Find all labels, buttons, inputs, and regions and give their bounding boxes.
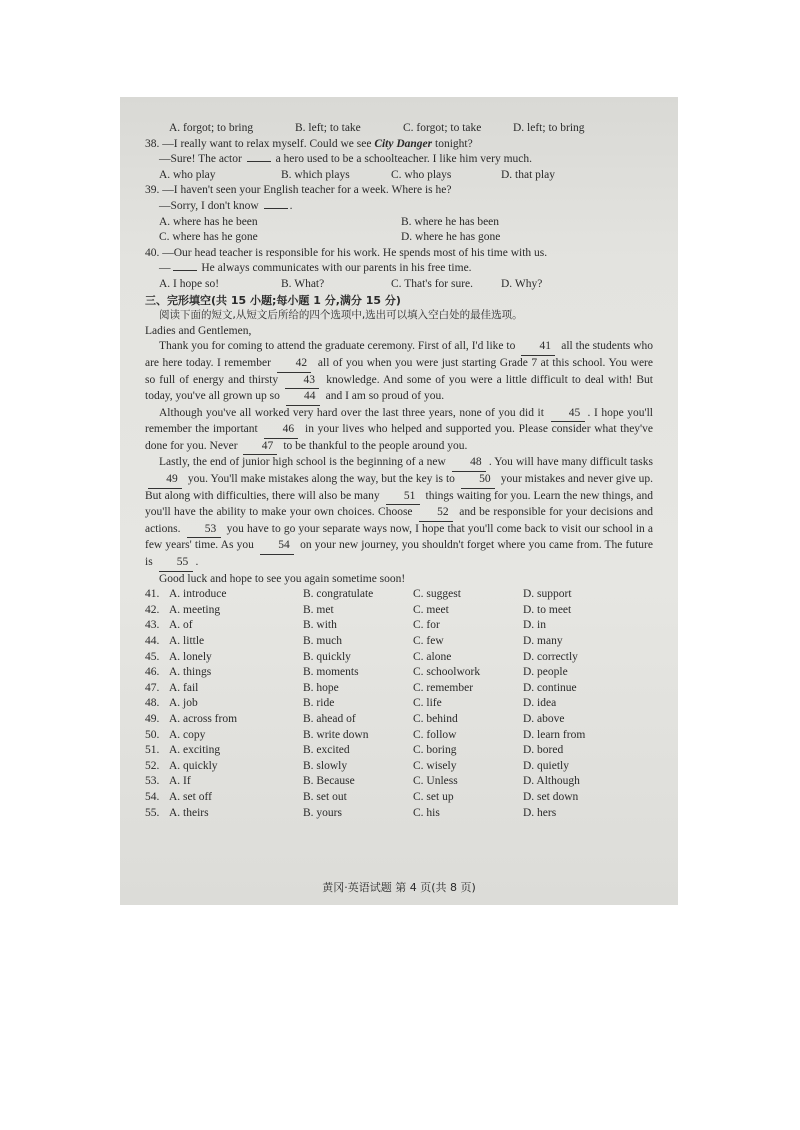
question-number: 44.: [145, 635, 160, 647]
option-c: C. suggest: [413, 588, 461, 601]
blank-50: 50: [461, 472, 495, 489]
option-c: C. remember: [413, 681, 474, 694]
option-d: D. Although: [523, 775, 580, 788]
q39-blank: [264, 208, 288, 209]
question-number: 45.: [145, 650, 160, 663]
q39-option-c: C. where has he gone: [159, 231, 258, 244]
option-b: B. Because: [303, 775, 355, 788]
q38-text-post: tonight?: [432, 137, 473, 150]
q38-option-b: B. which plays: [281, 168, 350, 181]
q39-option-a: A. where has he been: [159, 215, 258, 228]
option-b: B. excited: [303, 744, 350, 757]
blank-44: 44: [286, 389, 320, 406]
option-d: D. quietly: [523, 759, 569, 772]
q37-option-a: A. forgot; to bring: [169, 122, 254, 134]
option-d: D. idea: [523, 697, 557, 710]
q40-option-c: C. That's for sure.: [391, 277, 474, 290]
q38-option-c: C. who plays: [391, 168, 452, 181]
q40-option-b: B. What?: [281, 277, 325, 290]
q39-options-ab: [145, 215, 653, 231]
q40-line2: [145, 261, 653, 277]
option-d: D. above: [523, 712, 565, 725]
question-number: 55.: [145, 806, 160, 819]
option-b: B. quickly: [303, 650, 351, 663]
option-a: A. across from: [169, 712, 238, 725]
blank-41: 41: [521, 339, 555, 356]
option-a: A. set off: [169, 790, 212, 803]
blank-47: 47: [243, 439, 277, 456]
blank-51: 51: [386, 489, 420, 506]
cloze-option-row: [145, 618, 653, 634]
passage-closing: Good luck and hope to see you again sometime soon!: [159, 572, 406, 585]
cloze-option-row: [145, 728, 653, 744]
q38-movie-title: City Danger: [374, 137, 433, 150]
option-c: C. meet: [413, 603, 449, 616]
q38-number: 38.: [145, 137, 160, 150]
option-c: C. life: [413, 697, 442, 710]
blank-43: 43: [285, 373, 319, 390]
q39-option-b: B. where he has been: [401, 215, 500, 228]
question-number: 54.: [145, 790, 160, 803]
blank-53: 53: [187, 522, 221, 539]
option-a: A. If: [169, 775, 191, 788]
option-d: D. correctly: [523, 650, 578, 663]
cloze-option-row: [145, 665, 653, 681]
option-a: A. introduce: [169, 588, 227, 601]
option-d: D. hers: [523, 806, 557, 819]
question-number: 50.: [145, 728, 160, 741]
q39-option-d: D. where he has gone: [401, 231, 501, 244]
option-c: C. boring: [413, 744, 457, 757]
option-b: B. ahead of: [303, 712, 356, 725]
q38-line2-post: a hero used to be a schoolteacher. I like him very much.: [272, 153, 533, 166]
option-b: B. set out: [303, 790, 347, 803]
q40-line1: 40. —Our head teacher is responsible for his work. He spends most of his time with us.: [145, 246, 548, 259]
blank-54: 54: [260, 538, 294, 555]
q40-line2-post: He always communicates with our parents in his free time.: [198, 262, 472, 275]
q37-option-d: D. left; to bring: [513, 122, 585, 134]
q40-blank: [173, 270, 197, 271]
option-a: A. little: [169, 635, 205, 647]
q37-option-b: B. left; to take: [295, 122, 361, 134]
option-c: C. set up: [413, 790, 454, 803]
option-b: B. moments: [303, 666, 359, 679]
question-number: 53.: [145, 775, 160, 788]
question-number: 47.: [145, 681, 160, 694]
q38-options: [145, 168, 653, 184]
blank-45: 45: [551, 406, 585, 423]
blank-49: 49: [148, 472, 182, 489]
question-number: 42.: [145, 603, 160, 616]
q38-line2: [145, 152, 653, 168]
q38-line1: [145, 137, 653, 153]
cloze-option-row: [145, 650, 653, 666]
option-c: C. follow: [413, 728, 457, 741]
option-c: C. schoolwork: [413, 666, 481, 679]
option-c: C. for: [413, 619, 440, 632]
q38-blank: [247, 161, 271, 162]
cloze-option-row: [145, 587, 653, 603]
option-a: A. fail: [169, 681, 199, 694]
option-c: C. few: [413, 635, 444, 647]
blank-52: 52: [419, 505, 453, 522]
q39-line1: 39. —I haven't seen your English teacher for a week. Where is he?: [145, 184, 452, 197]
photographed-exam-page: [120, 97, 678, 905]
q37-option-c: C. forgot; to take: [403, 122, 482, 134]
option-c: C. Unless: [413, 775, 458, 788]
option-a: A. of: [169, 619, 193, 632]
option-b: B. hope: [303, 681, 339, 694]
option-d: D. set down: [523, 790, 579, 803]
option-c: C. wisely: [413, 759, 457, 772]
cloze-option-row: [145, 790, 653, 806]
q40-option-a: A. I hope so!: [159, 277, 220, 290]
option-a: A. theirs: [169, 806, 209, 819]
q38-line2-pre: —Sure! The actor: [159, 153, 245, 166]
page-footer: 黄冈·英语试题 第 4 页(共 8 页): [322, 881, 476, 894]
option-d: D. bored: [523, 744, 564, 757]
option-b: B. ride: [303, 697, 335, 710]
q38-text-pre: —I really want to relax myself. Could we see: [162, 137, 375, 150]
option-b: B. much: [303, 635, 342, 647]
option-a: A. things: [169, 666, 212, 679]
question-number: 46.: [145, 666, 160, 679]
option-d: D. to meet: [523, 603, 572, 616]
cloze-option-row: [145, 743, 653, 759]
option-a: A. meeting: [169, 603, 221, 616]
blank-42: 42: [277, 356, 311, 373]
q38-option-a: A. who play: [159, 168, 216, 181]
section3-heading: 三、完形填空(共 15 小题;每小题 1 分,满分 15 分): [145, 293, 401, 307]
cloze-option-row: [145, 759, 653, 775]
option-b: B. met: [303, 603, 334, 616]
question-number: 52.: [145, 759, 160, 772]
option-d: D. people: [523, 666, 568, 679]
option-d: D. in: [523, 619, 546, 632]
q38-option-d: D. that play: [501, 168, 555, 181]
q39-line2: [145, 199, 653, 215]
question-number: 43.: [145, 619, 160, 632]
q39-line2-post: .: [289, 199, 293, 212]
cloze-option-row: [145, 806, 653, 822]
blank-55: 55: [159, 555, 193, 572]
blank-46: 46: [264, 422, 298, 439]
question-number: 48.: [145, 697, 160, 710]
cloze-option-row: [145, 634, 653, 650]
option-b: B. congratulate: [303, 588, 374, 601]
cloze-options-grid: [145, 587, 653, 821]
section3-instruction: 阅读下面的短文,从短文后所给的四个选项中,选出可以填入空白处的最佳选项。: [159, 309, 523, 322]
q39-line2-pre: —Sorry, I don't know: [159, 199, 262, 212]
passage-paragraph-2: Although you've all worked very hard over the last three years, none of you did it 45 . I hope you'll remember the important 46 in your lives who helped and supported you. Please consider what they've done for you. Never 47 to be thankful to the people around you.: [145, 406, 653, 456]
option-b: B. write down: [303, 728, 369, 741]
q40-line2-pre: —: [159, 262, 171, 275]
cloze-option-row: [145, 681, 653, 697]
cloze-option-row: [145, 603, 653, 619]
cloze-option-row: [145, 696, 653, 712]
option-c: C. behind: [413, 712, 458, 725]
passage-paragraph-3: Lastly, the end of junior high school is the beginning of a new 48 . You will have many difficult tasks 49 you. You'll make mistakes along the way, but the key is to 50 your mistakes and never give up. But along with difficulties, there will also be many 51 things waiting for you. Learn the new things, and you'll have the ability to make your own choices. Choose 52 and be responsible for your decisions and actions. 53 you have to go your separate ways now, I hope that you'll come back to visit our school in a few years' time. As you 54 on your new journey, you shouldn't forget where you came from. The future is 55 .: [145, 455, 653, 571]
exam-sheet: [145, 121, 653, 821]
option-a: A. quickly: [169, 759, 218, 772]
letter-salutation: Ladies and Gentlemen,: [145, 324, 252, 337]
option-b: B. yours: [303, 806, 342, 819]
q40-option-d: D. Why?: [501, 277, 543, 290]
blank-48: 48: [452, 455, 486, 472]
option-c: C. alone: [413, 650, 452, 663]
option-b: B. with: [303, 619, 337, 632]
q39-options-cd: [145, 230, 653, 246]
option-c: C. his: [413, 806, 440, 819]
option-d: D. continue: [523, 681, 577, 694]
option-a: A. lonely: [169, 650, 212, 663]
option-a: A. exciting: [169, 744, 221, 757]
question-number: 51.: [145, 744, 160, 757]
q37-options: [145, 121, 653, 137]
option-d: D. support: [523, 588, 572, 601]
passage-paragraph-1: Thank you for coming to attend the graduate ceremony. First of all, I'd like to 41 all the students who are here today. I remember 42 all of you when you were just starting Grade 7 at this school. You were so full of energy and thirsty 43 knowledge. And some of you were a little difficult to deal with! But today, you've all grown up so 44 and I am so proud of you.: [145, 339, 653, 405]
option-d: D. learn from: [523, 728, 586, 741]
option-a: A. copy: [169, 728, 206, 741]
question-number: 49.: [145, 712, 160, 725]
cloze-option-row: [145, 712, 653, 728]
q40-options: [145, 277, 653, 293]
cloze-option-row: [145, 774, 653, 790]
option-a: A. job: [169, 697, 198, 710]
option-d: D. many: [523, 635, 563, 647]
question-number: 41.: [145, 588, 160, 601]
option-b: B. slowly: [303, 759, 348, 772]
